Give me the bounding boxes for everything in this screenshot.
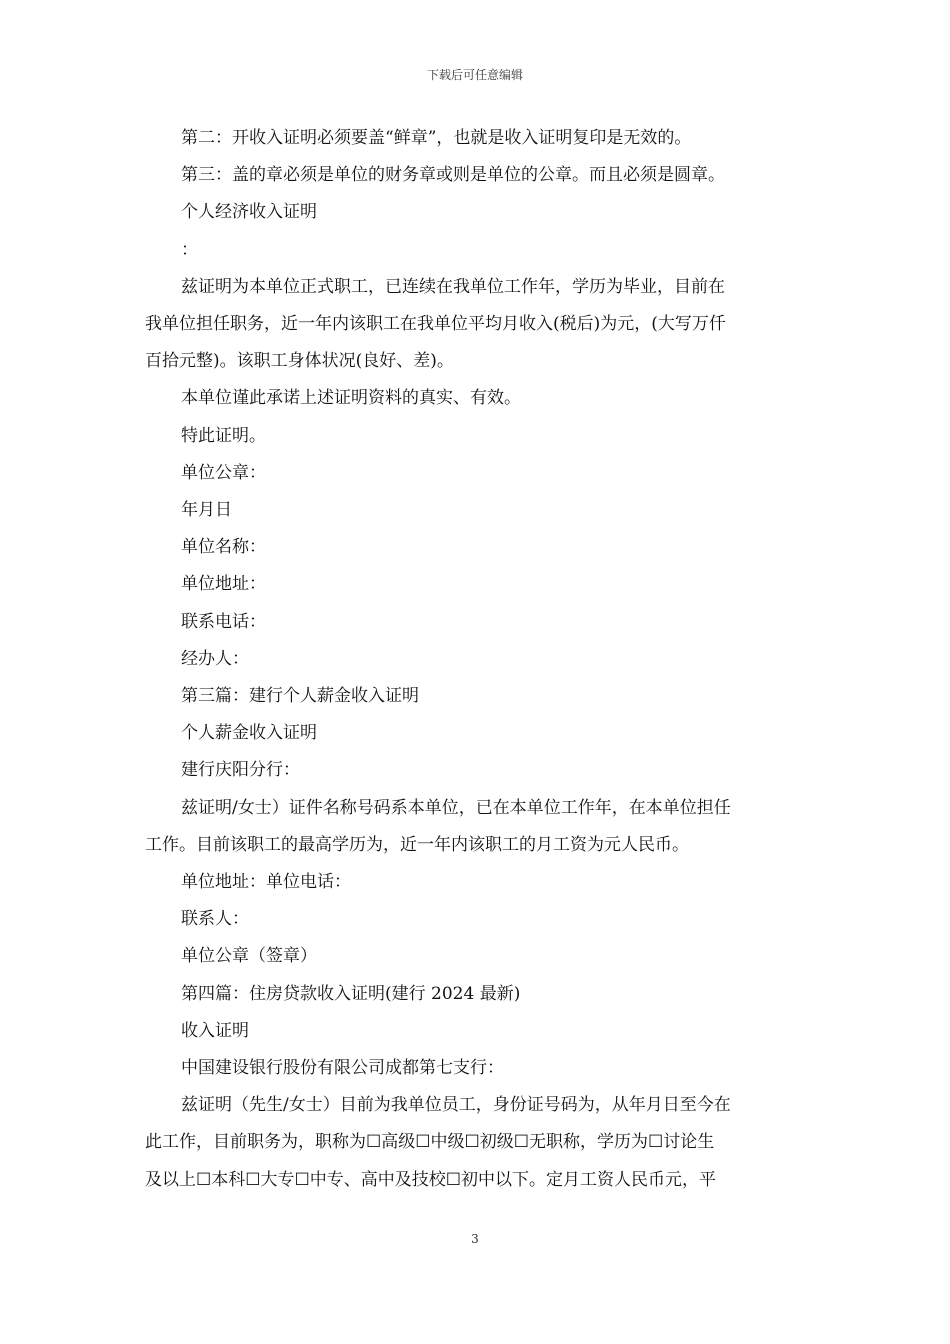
field-contact-person: 联系人： xyxy=(181,909,249,930)
addressee: 中国建设银行股份有限公司成都第七支行： xyxy=(181,1058,504,1079)
salutation-colon: ： xyxy=(181,239,198,260)
paragraph-line: 此工作，目前职务为，职称为☐高级☐中级☐初级☐无职称，学历为☐讨论生 xyxy=(145,1132,715,1153)
paragraph-line: 工作。目前该职工的最高学历为，近一年内该职工的月工资为元人民币。 xyxy=(145,834,689,855)
section-title: 个人经济收入证明 xyxy=(181,202,317,223)
paragraph-salary-proof xyxy=(145,790,810,864)
text-line: 第三：盖的章必须是单位的财务章或则是单位的公章。而且必须是圆章。 xyxy=(181,165,725,186)
page-number: 3 xyxy=(471,1232,479,1246)
paragraph-income-proof xyxy=(145,269,810,381)
text-line: 特此证明。 xyxy=(181,425,266,446)
paragraph-line: 兹证明为本单位正式职工，已连续在我单位工作年，学历为毕业，目前在 xyxy=(181,276,725,297)
section-title: 收入证明 xyxy=(181,1020,249,1041)
field-address-phone: 单位地址：单位电话： xyxy=(181,872,351,893)
section-title: 个人薪金收入证明 xyxy=(181,723,317,744)
paragraph-housing-loan-proof xyxy=(145,1087,810,1199)
paragraph-line: 及以上☐本科☐大专☐中专、高中及技校☐初中以下。定月工资人民币元，平 xyxy=(145,1169,716,1190)
field-unit-address: 单位地址： xyxy=(181,574,266,595)
text-line: 本单位谨此承诺上述证明资料的真实、有效。 xyxy=(181,388,521,409)
paragraph-line: 我单位担任职务，近一年内该职工在我单位平均月收入(税后)为元，(大写万仟 xyxy=(145,314,726,335)
field-unit-seal-sign: 单位公章（签章） xyxy=(181,946,317,967)
paragraph-line: 百拾元整)。该职工身体状况(良好、差)。 xyxy=(145,351,454,372)
field-contact-phone: 联系电话： xyxy=(181,611,266,632)
page-header: 下载后可任意编辑 xyxy=(426,68,523,82)
section-title: 第三篇：建行个人薪金收入证明 xyxy=(181,686,419,707)
field-unit-name: 单位名称： xyxy=(181,537,266,558)
text-line: 第二：开收入证明必须要盖“鲜章”，也就是收入证明复印是无效的。 xyxy=(181,128,692,148)
field-date: 年月日 xyxy=(181,500,232,521)
field-handler: 经办人： xyxy=(181,648,249,669)
addressee: 建行庆阳分行： xyxy=(181,760,300,781)
section-title: 第四篇：住房贷款收入证明(建行 2024 最新) xyxy=(181,983,521,1004)
paragraph-line: 兹证明（先生/女士）目前为我单位员工，身份证号码为，从年月日至今在 xyxy=(181,1095,731,1116)
paragraph-line: 兹证明/女士）证件名称号码系本单位，已在本单位工作年，在本单位担任 xyxy=(181,797,731,818)
document-body xyxy=(145,120,810,1199)
field-unit-seal: 单位公章： xyxy=(181,462,266,483)
